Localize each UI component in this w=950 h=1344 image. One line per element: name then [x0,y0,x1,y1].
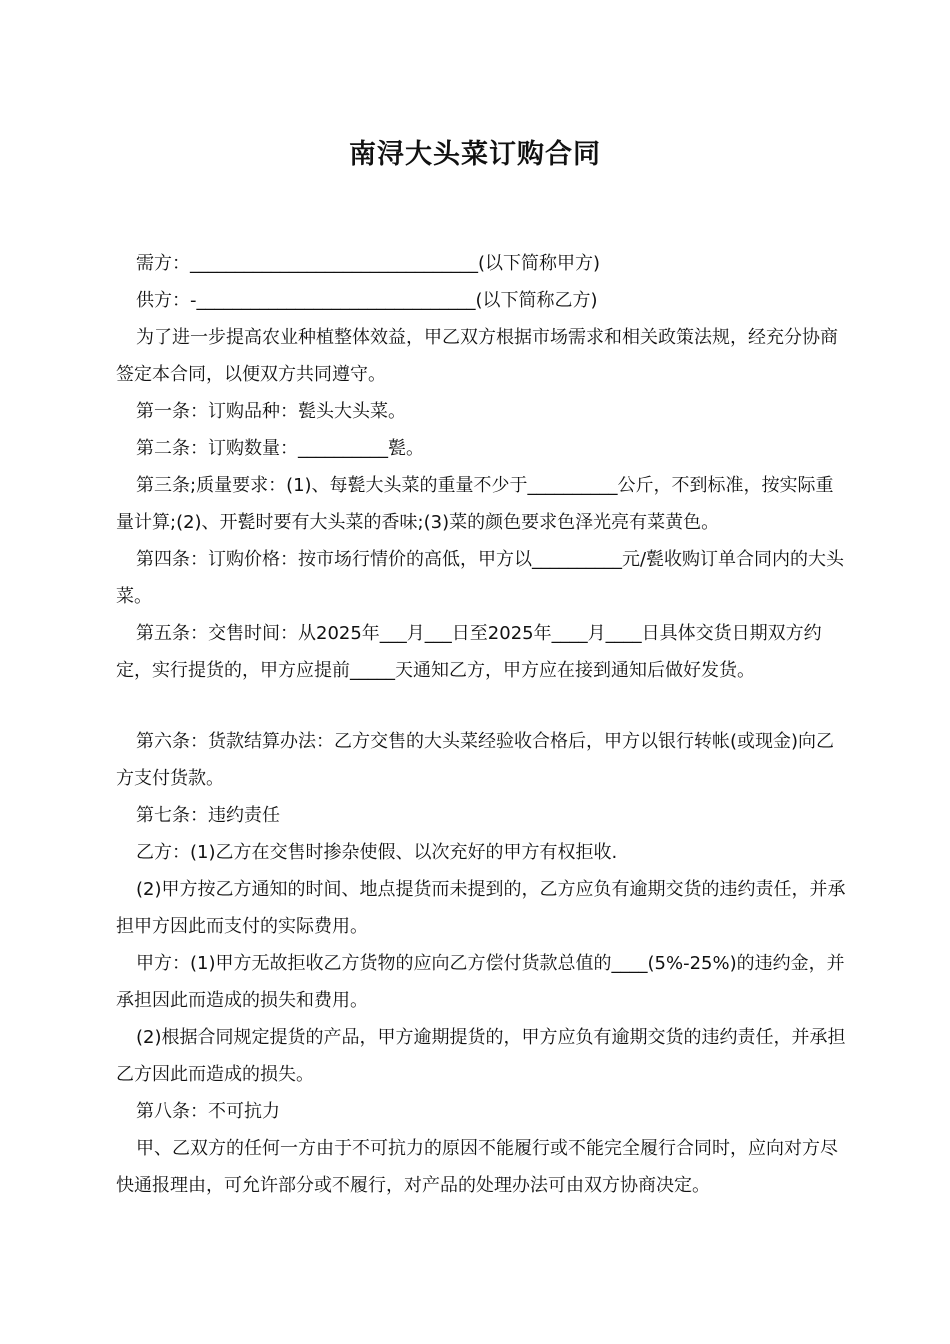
paragraph-preamble: 为了进一步提高农业种植整体效益，甲乙双方根据市场需求和相关政策法规，经充分协商签定本合同，以便双方共同遵守。 [116,327,838,385]
paragraph-article-2: 第二条：订购数量：__________甏。 [136,438,424,459]
paragraph-force-majeure: 甲、乙双方的任何一方由于不可抗力的原因不能履行或不能完全履行合同时，应向对方尽快通报理由，可允许部分或不履行，对产品的处理办法可由双方协商决定。 [116,1138,838,1196]
paragraph-party-a-clause-1: 甲方：(1)甲方无故拒收乙方货物的应向乙方偿付货款总值的____(5%-25%)的违约金，并承担因此而造成的损失和费用。 [116,953,845,1011]
document-body [116,245,846,1204]
paragraph-article-6: 第六条：货款结算办法：乙方交售的大头菜经验收合格后，甲方以银行转帐(或现金)向乙方支付货款。 [116,731,835,789]
paragraph-gap [116,689,846,723]
paragraph-article-1: 第一条：订购品种：甏头大头菜。 [136,401,406,422]
document-title: 南浔大头菜订购合同 [349,139,601,170]
paragraph-article-7-heading: 第七条：违约责任 [136,805,280,826]
paragraph-article-8-heading: 第八条：不可抗力 [136,1101,280,1122]
paragraph-article-3: 第三条;质量要求：(1)、每甏大头菜的重量不少于__________公斤，不到标准，按实际重量计算;(2)、开甏时要有大头菜的香味;(3)菜的颜色要求色泽光亮有菜黄色。 [116,475,834,533]
paragraph-supply-party: 供方：-_______________________________(以下简称乙方) [136,290,598,311]
paragraph-demand-party: 需方：________________________________(以下简称甲方) [136,253,601,274]
paragraph-article-5: 第五条：交售时间：从2025年___月___日至2025年____月____日具体交货日期双方约定，实行提货的，甲方应提前_____天通知乙方，甲方应在接到通知后做好发货。 [116,623,822,681]
paragraph-party-b-clause-1: 乙方：(1)乙方在交售时掺杂使假、以次充好的甲方有权拒收. [136,842,618,863]
paragraph-party-a-clause-2: (2)根据合同规定提货的产品，甲方逾期提货的，甲方应负有逾期交货的违约责任，并承担乙方因此而造成的损失。 [116,1027,846,1085]
paragraph-article-4: 第四条：订购价格：按市场行情价的高低，甲方以__________元/甏收购订单合同内的大头菜。 [116,549,845,607]
paragraph-party-b-clause-2: (2)甲方按乙方通知的时间、地点提货而未提到的，乙方应负有逾期交货的违约责任，并承担甲方因此而支付的实际费用。 [116,879,846,937]
